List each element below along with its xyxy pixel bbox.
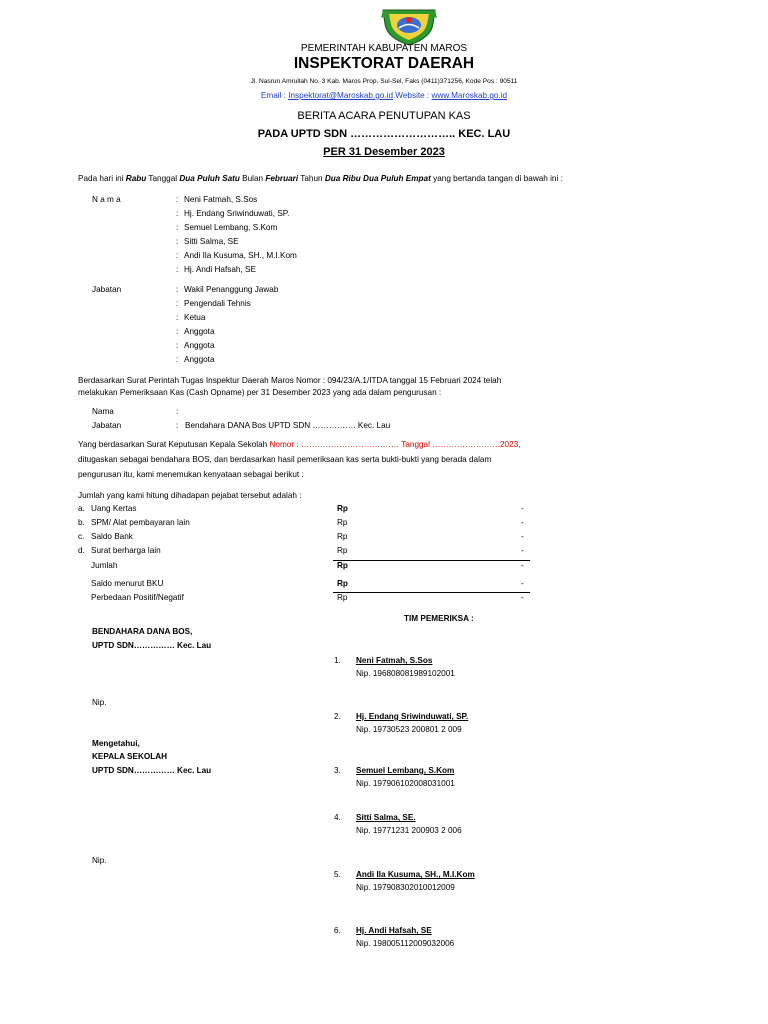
- team-member-nip: Nip. 19771231 200903 2 006: [356, 826, 462, 835]
- cash-item-value: -: [521, 532, 524, 541]
- examiner-name: Hj. Endang Sriwinduwati, SP.: [184, 209, 290, 218]
- treasurer-jabatan-colon: :: [176, 421, 179, 430]
- cash-item-currency: Rp: [337, 518, 348, 527]
- examiner-position: Ketua: [184, 313, 206, 322]
- treasurer-jabatan-label: Jabatan: [92, 421, 122, 430]
- count-intro: Jumlah yang kami hitung dihadapan pejabat tersebut adalah :: [78, 491, 302, 500]
- nama-label: N a m a: [92, 195, 121, 204]
- team-member-name: Sitti Salma, SE.: [356, 813, 416, 822]
- cash-item-label: Surat berharga lain: [91, 546, 161, 555]
- cash-item-letter: d.: [78, 546, 85, 555]
- name-colon: :: [176, 195, 179, 204]
- decree-number-placeholder: Nomor : ……………………………… Tanggal …………………….2023,: [269, 440, 521, 449]
- cash-item-letter: a.: [78, 504, 85, 513]
- maros-regency-emblem: [379, 4, 439, 46]
- name-colon: :: [176, 251, 179, 260]
- principal-nip: Nip.: [92, 856, 107, 865]
- cash-item-label: SPM/ Alat pembayaran lain: [91, 518, 190, 527]
- cash-item-currency: Rp: [337, 532, 348, 541]
- email-link[interactable]: Inspektorat@Maroskab.go.id: [288, 91, 394, 100]
- position-colon: :: [176, 327, 179, 336]
- cash-item-value: -: [521, 504, 524, 513]
- team-member-number: 4.: [334, 813, 341, 822]
- name-colon: :: [176, 223, 179, 232]
- acknowledged-label: Mengetahui,: [92, 739, 140, 748]
- team-member-nip: Nip. 19730523 200801 2 009: [356, 725, 462, 734]
- summary-label: Perbedaan Positif/Negatif: [91, 593, 184, 602]
- team-member-nip: Nip. 197906102008031001: [356, 779, 455, 788]
- document-subtitle: PADA UPTD SDN ……………………….. KEC. LAU: [257, 128, 511, 140]
- team-member-number: 2.: [334, 712, 341, 721]
- team-member-name: Hj. Endang Sriwinduwati, SP.: [356, 712, 469, 721]
- position-colon: :: [176, 285, 179, 294]
- intro-sentence: Pada hari ini Rabu Tanggal Dua Puluh Satu Bulan Februari Tahun Dua Ribu Dua Puluh Empat yang bertanda tangan di bawah ini :: [78, 174, 563, 183]
- team-member-number: 1.: [334, 656, 341, 665]
- office-name: INSPEKTORAT DAERAH: [293, 55, 475, 72]
- cash-item-value: -: [521, 518, 524, 527]
- summary-currency: Rp: [337, 561, 348, 570]
- summary-label: Saldo menurut BKU: [91, 579, 164, 588]
- team-member-nip: Nip. 196808081989102001: [356, 669, 455, 678]
- name-colon: :: [176, 209, 179, 218]
- principal-title: KEPALA SEKOLAH: [92, 752, 168, 761]
- team-member-number: 6.: [334, 926, 341, 935]
- basis-line-2: melakukan Pemeriksaan Kas (Cash Opname) per 31 Desember 2023 yang ada dalam pengurusan :: [78, 388, 442, 397]
- position-colon: :: [176, 313, 179, 322]
- email-label: Email :: [260, 91, 289, 100]
- examiner-name: Semuel Lembang, S.Kom: [184, 223, 278, 232]
- total-rule: [333, 560, 530, 561]
- name-colon: :: [176, 265, 179, 274]
- cash-item-label: Saldo Bank: [91, 532, 133, 541]
- cash-item-letter: c.: [78, 532, 85, 541]
- team-member-name: Andi Ila Kusuma, SH., M.I.Kom: [356, 870, 475, 879]
- cash-item-currency: Rp: [337, 504, 348, 513]
- examiner-name: Neni Fatmah, S.Sos: [184, 195, 258, 204]
- principal-unit: UPTD SDN…………… Kec. Lau: [92, 766, 212, 775]
- document-title: BERITA ACARA PENUTUPAN KAS: [297, 110, 471, 122]
- team-title: TIM PEMERIKSA :: [404, 614, 474, 623]
- decree-line-2: ditugaskan sebagai bendahara BOS, dan berdasarkan hasil pemeriksaan kas serta bukti-bukti yang berada dalam: [78, 455, 492, 464]
- summary-currency: Rp: [337, 579, 348, 588]
- examiner-position: Anggota: [184, 327, 215, 336]
- examiner-position: Wakil Penanggung Jawab: [184, 285, 279, 294]
- examiner-position: Anggota: [184, 355, 215, 364]
- examiner-position: Anggota: [184, 341, 215, 350]
- government-name: PEMERINTAH KABUPATEN MAROS: [300, 43, 468, 54]
- difference-rule: [333, 592, 530, 593]
- cash-item-currency: Rp: [337, 546, 348, 555]
- treasurer-sign-title: BENDAHARA DANA BOS,: [92, 627, 193, 636]
- examiner-name: Sitti Salma, SE: [184, 237, 239, 246]
- summary-value: -: [521, 561, 524, 570]
- summary-value: -: [521, 579, 524, 588]
- team-member-number: 5.: [334, 870, 341, 879]
- treasurer-sign-unit: UPTD SDN…………… Kec. Lau: [92, 641, 212, 650]
- summary-currency: Rp: [337, 593, 348, 602]
- team-member-name: Neni Fatmah, S.Sos: [356, 656, 433, 665]
- examiner-position: Pengendali Tehnis: [184, 299, 251, 308]
- website-link[interactable]: www.Maroskab.go.id: [431, 91, 508, 100]
- treasurer-nama-label: Nama: [92, 407, 114, 416]
- document-period: PER 31 Desember 2023: [323, 146, 445, 158]
- position-colon: :: [176, 341, 179, 350]
- team-member-nip: Nip. 197908302010012009: [356, 883, 455, 892]
- team-member-nip: Nip. 198005112009032006: [356, 939, 455, 948]
- treasurer-jabatan-value: Bendahara DANA Bos UPTD SDN ……………. Kec. Lau: [185, 421, 391, 430]
- team-member-number: 3.: [334, 766, 341, 775]
- decree-line-1: Yang berdasarkan Surat Keputusan Kepala Sekolah Nomor : ……………………………… Tanggal …………………….2023,: [78, 440, 521, 449]
- team-member-name: Semuel Lembang, S.Kom: [356, 766, 455, 775]
- treasurer-nama-colon: :: [176, 407, 179, 416]
- cash-item-label: Uang Kertas: [91, 504, 137, 513]
- team-member-name: Hj. Andi Hafsah, SE: [356, 926, 432, 935]
- cash-item-letter: b.: [78, 518, 85, 527]
- summary-label: Jumlah: [91, 561, 118, 570]
- name-colon: :: [176, 237, 179, 246]
- examiner-name: Andi Ila Kusuma, SH., M.I.Kom: [184, 251, 297, 260]
- decree-line-3: pengurusan itu, kami menemukan kenyataan sebagai berikut :: [78, 470, 304, 479]
- basis-line-1: Berdasarkan Surat Perintah Tugas Inspektur Daerah Maros Nomor : 094/23/A.1/ITDA tanggal 15 Februari 2024 telah: [78, 376, 502, 385]
- treasurer-nip: Nip.: [92, 698, 107, 707]
- jabatan-label: Jabatan: [92, 285, 122, 294]
- contact-line: [0, 91, 768, 100]
- summary-value: -: [521, 593, 524, 602]
- examiner-name: Hj. Andi Hafsah, SE: [184, 265, 256, 274]
- office-address: Jl. Nasrun Amrullah No. 3 Kab. Maros Prop. Sul-Sel, Faks (0411)371256, Kode Pos : 90511: [250, 78, 518, 85]
- position-colon: :: [176, 355, 179, 364]
- cash-item-value: -: [521, 546, 524, 555]
- website-label: .Website :: [393, 91, 432, 100]
- position-colon: :: [176, 299, 179, 308]
